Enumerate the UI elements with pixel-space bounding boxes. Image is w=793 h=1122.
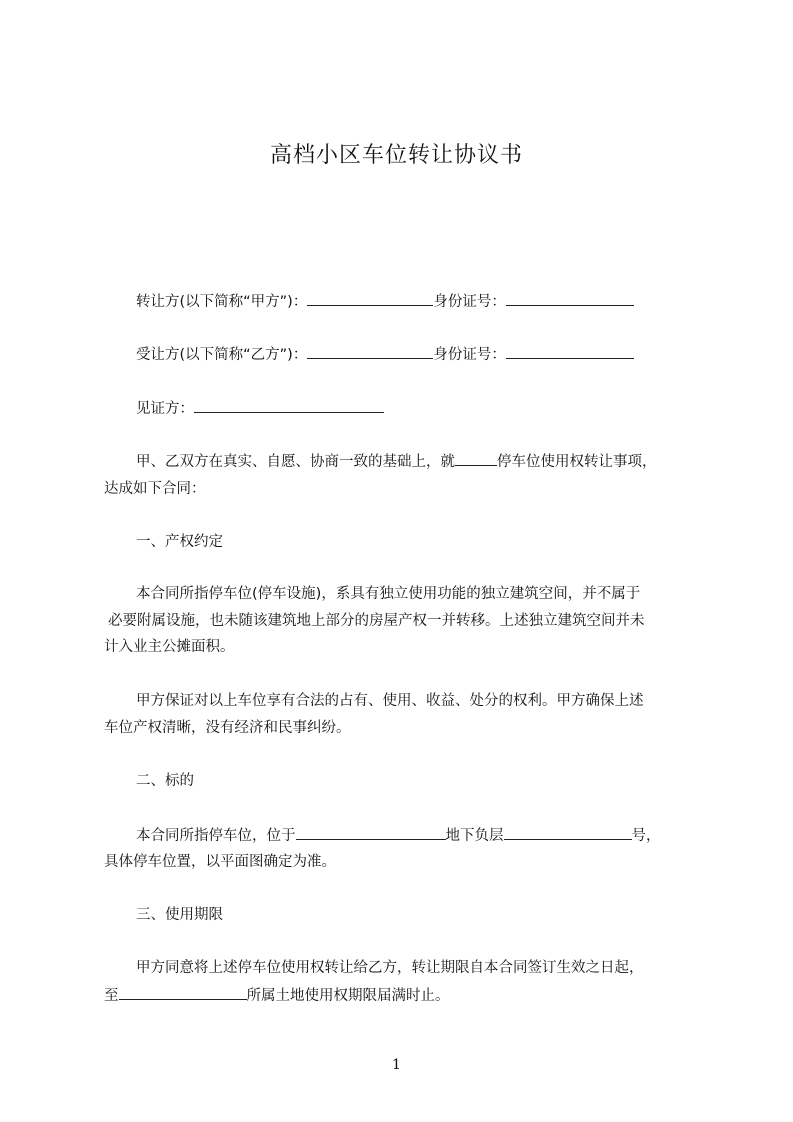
section-2-heading: 二、标的 <box>136 773 194 789</box>
term-end-text: 所属土地使用权期限届满时止。 <box>246 988 450 1004</box>
transferor-line <box>136 291 634 312</box>
location-blank[interactable] <box>296 825 446 840</box>
section-3-line-2 <box>104 985 450 1006</box>
preamble-text-a: 甲、乙双方在真实、自愿、协商一致的基础上，就 <box>136 454 455 470</box>
transferor-id-blank[interactable] <box>506 291 634 306</box>
term-end-blank[interactable] <box>119 985 247 1000</box>
basement-label: 地下负层 <box>445 828 504 844</box>
transferee-line <box>136 344 634 365</box>
section-1-paragraph-1-line-3: 计入业主公摊面积。 <box>104 639 235 655</box>
preamble-text-b: 停车位使用权转让事项， <box>497 454 657 470</box>
section-2-line-2: 具体停车位置，以平面图确定为准。 <box>104 854 336 870</box>
transferee-name-blank[interactable] <box>307 344 433 359</box>
transferee-id-label: 身份证号： <box>433 347 506 363</box>
transferor-name-blank[interactable] <box>307 291 433 306</box>
transferor-label: 转让方(以下简称“甲方”)： <box>136 294 308 310</box>
section-1-paragraph-2-line-1: 甲方保证对以上车位享有合法的占有、使用、收益、处分的权利。甲方确保上述 <box>136 693 644 709</box>
witness-label: 见证方： <box>136 401 194 417</box>
section-2-line-1 <box>136 825 661 846</box>
witness-name-blank[interactable] <box>194 398 384 413</box>
space-number-blank[interactable] <box>504 825 632 840</box>
section-3-line-1: 甲方同意将上述停车位使用权转让给乙方，转让期限自本合同签订生效之日起， <box>136 960 644 976</box>
witness-line <box>136 398 384 419</box>
preamble-line-1 <box>136 451 657 472</box>
preamble-line-2: 达成如下合同： <box>104 481 206 497</box>
transferee-id-blank[interactable] <box>506 344 634 359</box>
until-label: 至 <box>104 988 119 1004</box>
page-number: 1 <box>392 1057 401 1073</box>
section-1-paragraph-1-line-2: 必要附属设施，也未随该建筑地上部分的房屋产权一并转移。上述独立建筑空间并未 <box>108 613 645 629</box>
document-title: 高档小区车位转让协议书 <box>269 143 523 168</box>
number-suffix: 号， <box>631 828 661 844</box>
section-1-paragraph-2-line-2: 车位产权清晰，没有经济和民事纠纷。 <box>104 720 351 736</box>
section-3-heading: 三、使用期限 <box>136 907 223 923</box>
section-1-heading: 一、产权约定 <box>136 534 223 550</box>
parking-blank[interactable] <box>455 451 497 466</box>
location-label: 本合同所指停车位，位于 <box>136 828 296 844</box>
transferee-label: 受让方(以下简称“乙方”)： <box>136 347 308 363</box>
section-1-paragraph-1-line-1: 本合同所指停车位(停车设施)，系具有独立使用功能的独立建筑空间，并不属于 <box>136 586 641 602</box>
transferor-id-label: 身份证号： <box>433 294 506 310</box>
